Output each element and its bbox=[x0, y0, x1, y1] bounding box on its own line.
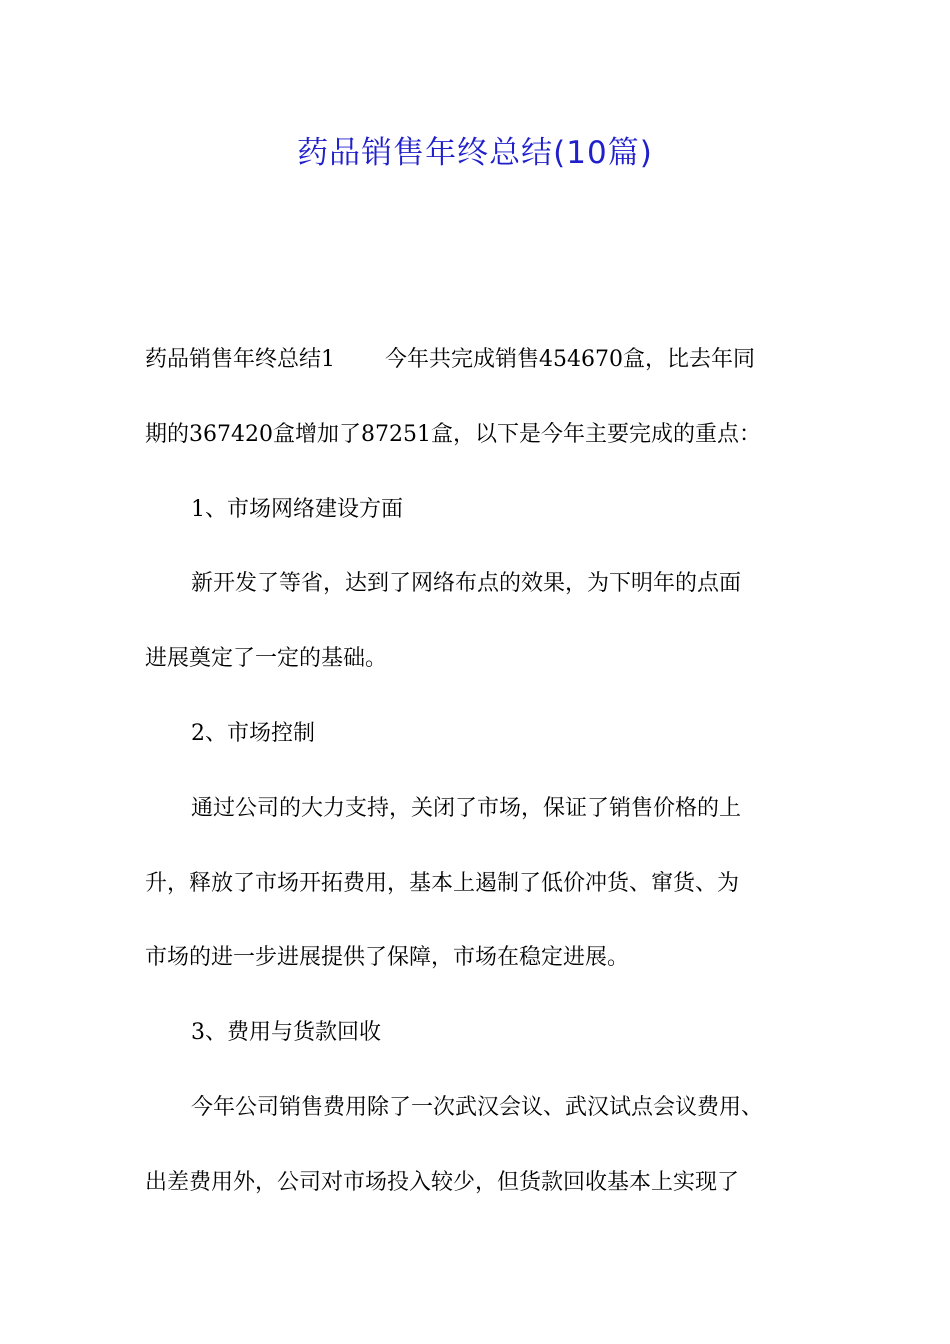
section-heading-2: 2、市场控制 bbox=[191, 720, 315, 746]
paragraph-text: 今年共完成销售454670盒，比去年同 bbox=[385, 347, 755, 372]
document-body bbox=[145, 340, 810, 1238]
paragraph-line-5: 通过公司的大力支持，关闭了市场，保证了销售价格的上 bbox=[191, 795, 742, 821]
section-heading-1: 1、市场网络建设方面 bbox=[191, 496, 403, 522]
paragraph-line-8: 今年公司销售费用除了一次武汉会议、武汉试点会议费用、 bbox=[191, 1094, 764, 1120]
paragraph-line-7: 市场的进一步进展提供了保障，市场在稳定进展。 bbox=[145, 945, 630, 971]
paragraph-line-9: 出差费用外，公司对市场投入较少，但货款回收基本上实现了 bbox=[145, 1169, 740, 1195]
paragraph-line-3: 新开发了等省，达到了网络布点的效果，为下明年的点面 bbox=[191, 571, 742, 597]
paragraph-line-4: 进展奠定了一定的基础。 bbox=[145, 646, 388, 672]
document-title: 药品销售年终总结(10篇) bbox=[297, 135, 653, 171]
section-heading-inline: 药品销售年终总结1 bbox=[145, 347, 335, 372]
paragraph-line-2: 期的367420盒增加了87251盒，以下是今年主要完成的重点： bbox=[145, 421, 761, 447]
section-heading-3: 3、费用与货款回收 bbox=[191, 1020, 381, 1046]
paragraph-line-6: 升，释放了市场开拓费用，基本上遏制了低价冲货、窜货、为 bbox=[145, 870, 740, 896]
paragraph-line-1 bbox=[145, 340, 810, 415]
